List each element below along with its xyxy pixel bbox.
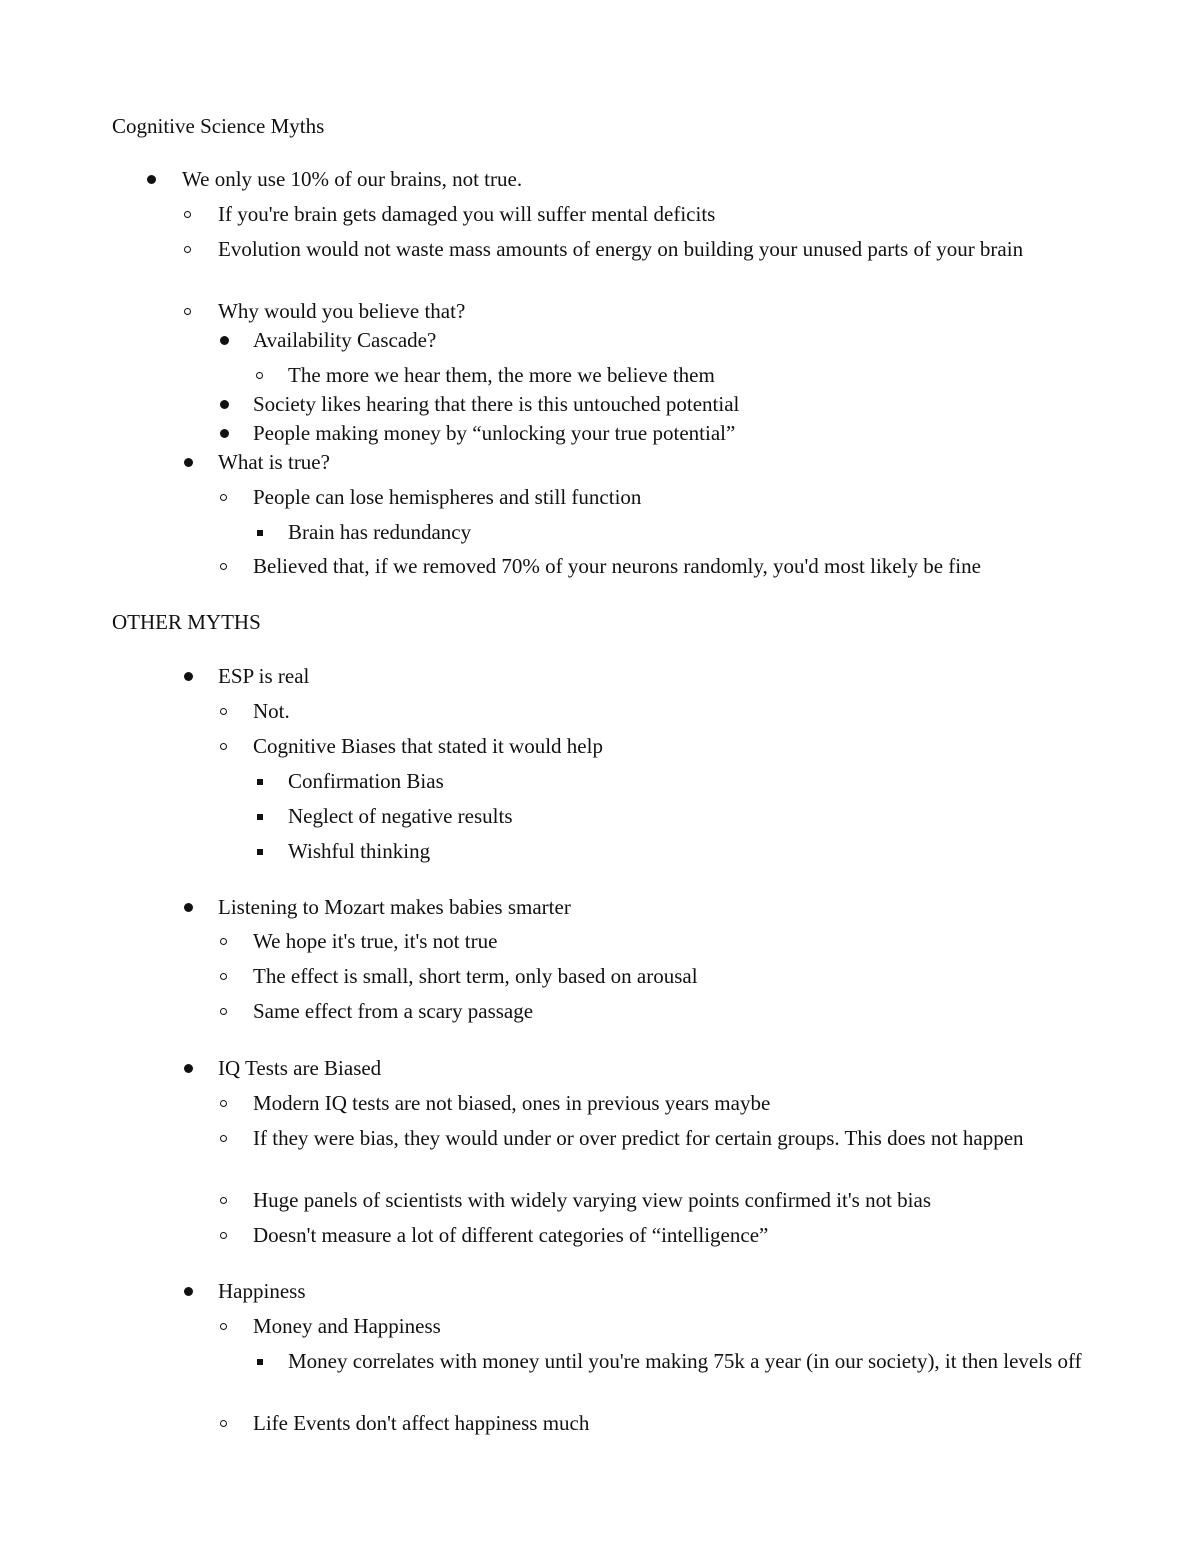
square-bullet-icon: [257, 1359, 263, 1365]
list-item: [220, 1125, 1090, 1152]
list-item-text: Brain has redundancy: [288, 520, 472, 544]
list-item: [184, 201, 1090, 228]
list-item-text: Listening to Mozart makes babies smarter: [218, 895, 571, 919]
list-item-text: Neglect of negative results: [288, 804, 513, 828]
list-item: [220, 553, 1090, 580]
disc-bullet-icon: [220, 400, 229, 409]
square-bullet-icon: [257, 779, 263, 785]
square-bullet-icon: [257, 530, 263, 536]
disc-bullet-icon: [184, 672, 193, 681]
list-item-text: Huge panels of scientists with widely varying view points confirmed it's not bias: [253, 1188, 932, 1212]
disc-bullet-icon: [184, 903, 193, 912]
list-item: [184, 1055, 1090, 1082]
list-item: [220, 327, 1090, 354]
list-item-text: People making money by “unlocking your true potential”: [253, 421, 736, 445]
list-item-text: Life Events don't affect happiness much: [253, 1411, 590, 1435]
list-item: [220, 963, 1090, 990]
list-item: [220, 998, 1090, 1025]
list-item-text: The effect is small, short term, only based on arousal: [253, 964, 698, 988]
circle-bullet-icon: [220, 563, 227, 570]
list-item: [220, 391, 1090, 418]
circle-bullet-icon: [184, 211, 191, 218]
square-bullet-icon: [257, 814, 263, 820]
list-item-text: Same effect from a scary passage: [253, 999, 534, 1023]
circle-bullet-icon: [220, 1100, 227, 1107]
circle-bullet-icon: [220, 708, 227, 715]
list-item: [220, 1187, 1090, 1214]
disc-bullet-icon: [147, 175, 156, 184]
circle-bullet-icon: [184, 308, 191, 315]
list-item: [220, 1222, 1090, 1249]
list-item-text: We hope it's true, it's not true: [253, 929, 498, 953]
list-item: [184, 1278, 1090, 1305]
list-item: [184, 663, 1090, 690]
circle-bullet-icon: [256, 372, 263, 379]
list-item-text: Modern IQ tests are not biased, ones in previous years maybe: [253, 1091, 771, 1115]
square-bullet-icon: [257, 849, 263, 855]
list-item: [184, 236, 1090, 263]
list-item: [220, 698, 1090, 725]
list-item: [184, 449, 1090, 476]
list-item: [256, 768, 1090, 795]
circle-bullet-icon: [220, 1008, 227, 1015]
circle-bullet-icon: [220, 1197, 227, 1204]
disc-bullet-icon: [220, 336, 229, 345]
section-heading: OTHER MYTHS: [112, 610, 261, 634]
list-item-text: Money correlates with money until you're making 75k a year (in our society), it then levels off: [288, 1349, 1082, 1373]
list-item-text: Confirmation Bias: [288, 769, 444, 793]
list-item-text: Wishful thinking: [288, 839, 431, 863]
list-item-text: Happiness: [218, 1279, 306, 1303]
list-item-text: IQ Tests are Biased: [218, 1056, 382, 1080]
list-item-text: The more we hear them, the more we believe them: [288, 363, 715, 387]
list-item-text: Availability Cascade?: [253, 328, 437, 352]
disc-bullet-icon: [184, 1287, 193, 1296]
list-item-text: If you're brain gets damaged you will suffer mental deficits: [218, 202, 716, 226]
page-title: Cognitive Science Myths: [112, 114, 325, 138]
circle-bullet-icon: [220, 973, 227, 980]
list-item: [184, 894, 1090, 921]
circle-bullet-icon: [220, 1232, 227, 1239]
list-item: [256, 838, 1090, 865]
circle-bullet-icon: [220, 938, 227, 945]
list-item-text: People can lose hemispheres and still function: [253, 485, 642, 509]
list-item-text: Evolution would not waste mass amounts of energy on building your unused parts of your brain: [218, 237, 1024, 261]
list-item-text: Doesn't measure a lot of different categories of “intelligence”: [253, 1223, 769, 1247]
list-item: [220, 928, 1090, 955]
list-item: [220, 1410, 1090, 1437]
list-item: [220, 420, 1090, 447]
circle-bullet-icon: [220, 1135, 227, 1142]
list-item: [256, 362, 1090, 389]
list-item: [220, 1313, 1090, 1340]
circle-bullet-icon: [184, 246, 191, 253]
circle-bullet-icon: [220, 494, 227, 501]
list-item-text: ESP is real: [218, 664, 310, 688]
disc-bullet-icon: [184, 458, 193, 467]
list-item-text: Believed that, if we removed 70% of your neurons randomly, you'd most likely be fine: [253, 554, 981, 578]
disc-bullet-icon: [184, 1064, 193, 1073]
list-item: [256, 1348, 1090, 1375]
list-item: [256, 519, 1090, 546]
list-item: [220, 733, 1090, 760]
list-item: [147, 166, 1090, 193]
list-item-text: What is true?: [218, 450, 330, 474]
list-item-text: We only use 10% of our brains, not true.: [182, 167, 523, 191]
list-item: [256, 803, 1090, 830]
list-item: [184, 298, 1090, 325]
list-item-text: Why would you believe that?: [218, 299, 466, 323]
list-item-text: Money and Happiness: [253, 1314, 441, 1338]
disc-bullet-icon: [220, 429, 229, 438]
list-item-text: Cognitive Biases that stated it would help: [253, 734, 603, 758]
list-item-text: Not.: [253, 699, 290, 723]
list-item: [220, 484, 1090, 511]
circle-bullet-icon: [220, 743, 227, 750]
list-item-text: Society likes hearing that there is this untouched potential: [253, 392, 740, 416]
circle-bullet-icon: [220, 1323, 227, 1330]
list-item: [220, 1090, 1090, 1117]
list-item-text: If they were bias, they would under or over predict for certain groups. This does not happen: [253, 1126, 1024, 1150]
circle-bullet-icon: [220, 1420, 227, 1427]
